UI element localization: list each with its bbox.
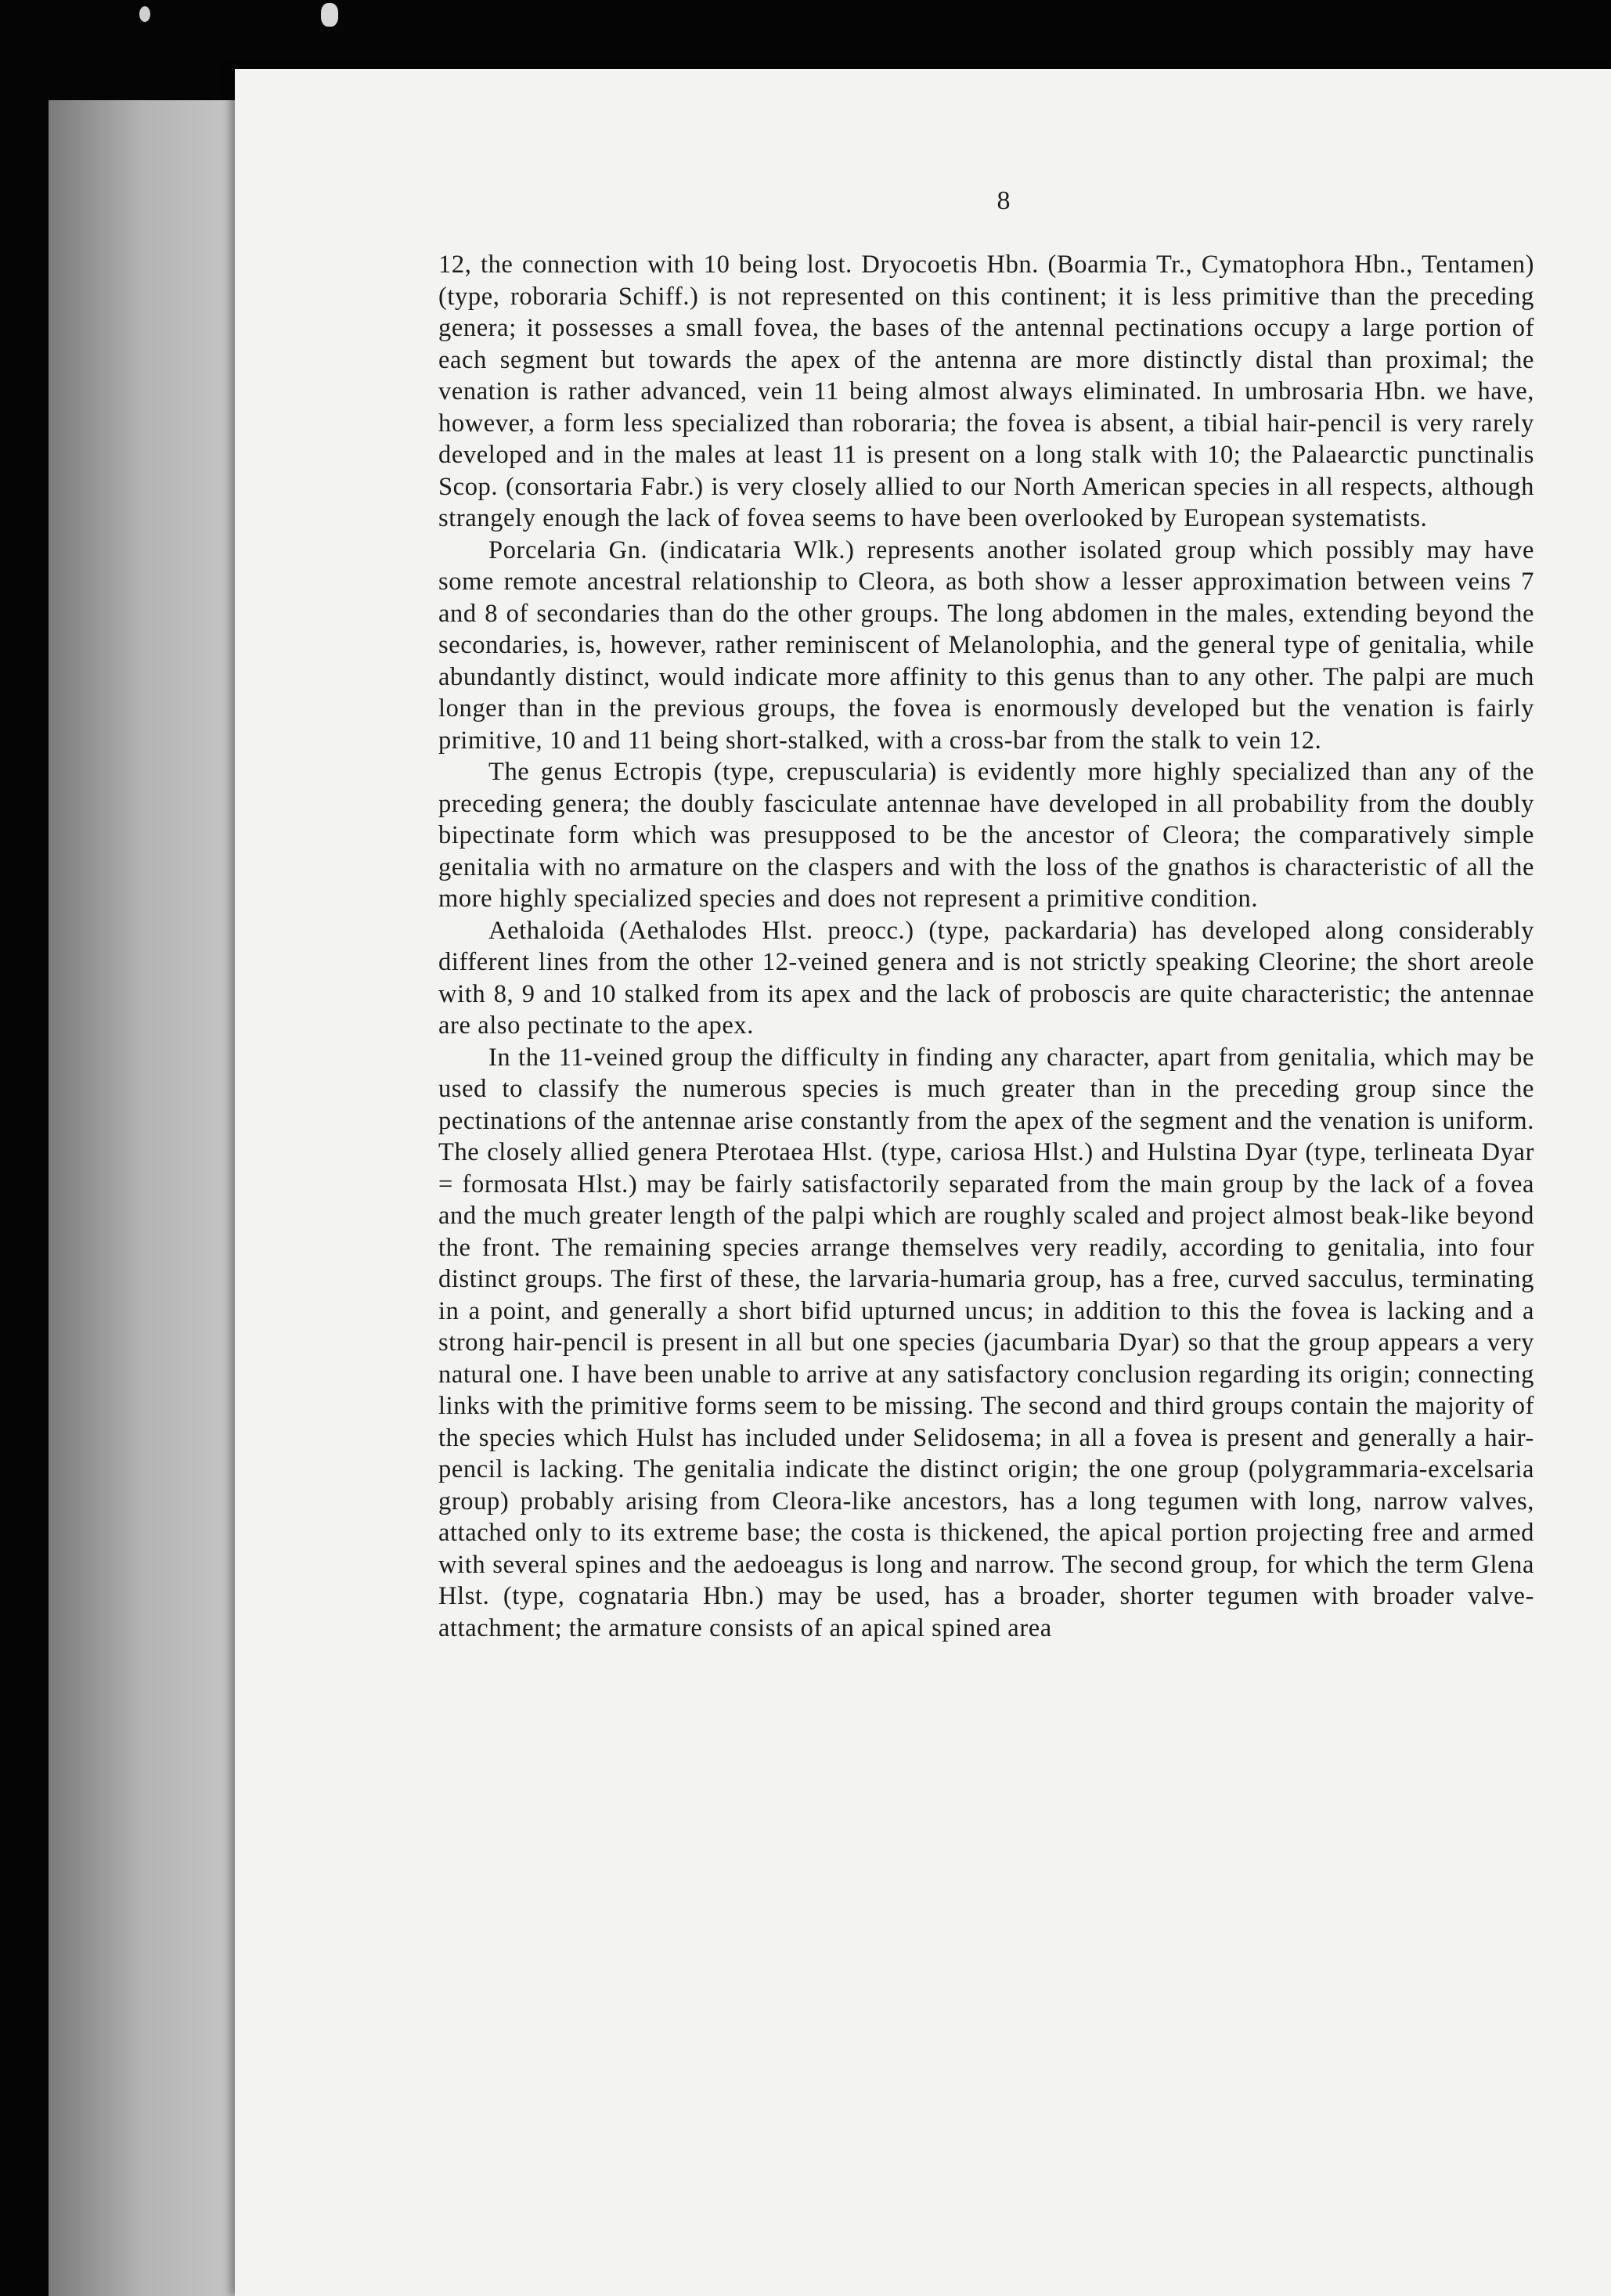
- paragraph-2: Porcelaria Gn. (indicataria Wlk.) represents another isolated group which possibly may have some remote ancestral relationship to Cleora, as both show a lesser approximation between veins 7 and 8 of secondaries than do the other groups. The long abdomen in the males, extending beyond the secondaries, is, however, rather reminiscent of Melanolophia, and the general type of genitalia, while abundantly distinct, would indicate more affinity to this genus than to any other. The palpi are much longer than in the previous groups, the fovea is enormously developed but the venation is fairly primitive, 10 and 11 being short-stalked, with a cross-bar from the stalk to vein 12.: [438, 535, 1534, 755]
- paragraph-4: Aethaloida (Aethalodes Hlst. preocc.) (type, packardaria) has developed along considerably different lines from the other 12-veined genera and is not strictly speaking Cleorine; the short areole with 8, 9 and 10 stalked from its apex and the lack of proboscis are quite characteristic; the antennae are also pectinate to the apex.: [438, 916, 1534, 1040]
- paragraph-1: 12, the connection with 10 being lost. Dryocoetis Hbn. (Boarmia Tr., Cymatophora Hbn., Tentamen) (type, roboraria Schiff.) is not represented on this continent; it is less primitive than the preceding genera; it possesses a small fovea, the bases of the antennal pectinations occupy a large portion of each segment but towards the apex of the antenna are more distinctly distal than proximal; the venation is rather advanced, vein 11 being almost always eliminated. In umbrosaria Hbn. we have, however, a form less specialized than roboraria; the fovea is absent, a tibial hair-pencil is very rarely developed and in the males at least 11 is present on a long stalk with 10; the Palaearctic punctinalis Scop. (consortaria Fabr.) is very closely allied to our North American species in all respects, although strangely enough the lack of fovea seems to have been overlooked by European systematists.: [438, 251, 1534, 532]
- paragraph-3: The genus Ectropis (type, crepuscularia) is evidently more highly specialized than any of the preceding genera; the doubly fasciculate antennae have developed in all probability from the doubly bipectinate form which was presupposed to be the ancestor of Cleora; the comparatively simple genitalia with no armature on the claspers and with the loss of the gnathos is characteristic of all the more highly specialized species and does not represent a primitive condition.: [438, 758, 1534, 913]
- scan-artifact: [321, 3, 338, 27]
- body-text: [438, 249, 1534, 1644]
- page-number: 8: [997, 186, 1011, 215]
- scan-artifact: [139, 6, 150, 22]
- paragraph-5: In the 11-veined group the difficulty in finding any character, apart from genitalia, which may be used to classify the numerous species is much greater than in the preceding group since the pectinations of the antennae arise constantly from the apex of the segment and the venation is uniform. The closely allied genera Pterotaea Hlst. (type, cariosa Hlst.) and Hulstina Dyar (type, terlineata Dyar = formosata Hlst.) may be fairly satisfactorily separated from the main group by the lack of a fovea and the much greater length of the palpi which are roughly scaled and project almost beak-like beyond the front. The remaining species arrange themselves very readily, according to genitalia, into four distinct groups. The first of these, the larvaria-humaria group, has a free, curved sacculus, terminating in a point, and generally a short bifid upturned uncus; in addition to this the fovea is lacking and a strong hair-pencil is present in all but one species (jacumbaria Dyar) so that the group appears a very natural one. I have been unable to arrive at any satisfactory conclusion regarding its origin; connecting links with the primitive forms seem to be missing. The second and third groups contain the majority of the species which Hulst has included under Selidosema; in all a fovea is present and generally a hair-pencil is lacking. The genitalia indicate the distinct origin; the one group (polygrammaria-excelsaria group) probably arising from Cleora-like ancestors, has a long tegumen with long, narrow valves, attached only to its extreme base; the costa is thickened, the apical portion projecting free and armed with several spines and the aedoeagus is long and narrow. The second group, for which the term Glena Hlst. (type, cognataria Hbn.) may be used, has a broader, shorter tegumen with broader valve-attachment; the armature consists of an apical spined area: [438, 1043, 1534, 1642]
